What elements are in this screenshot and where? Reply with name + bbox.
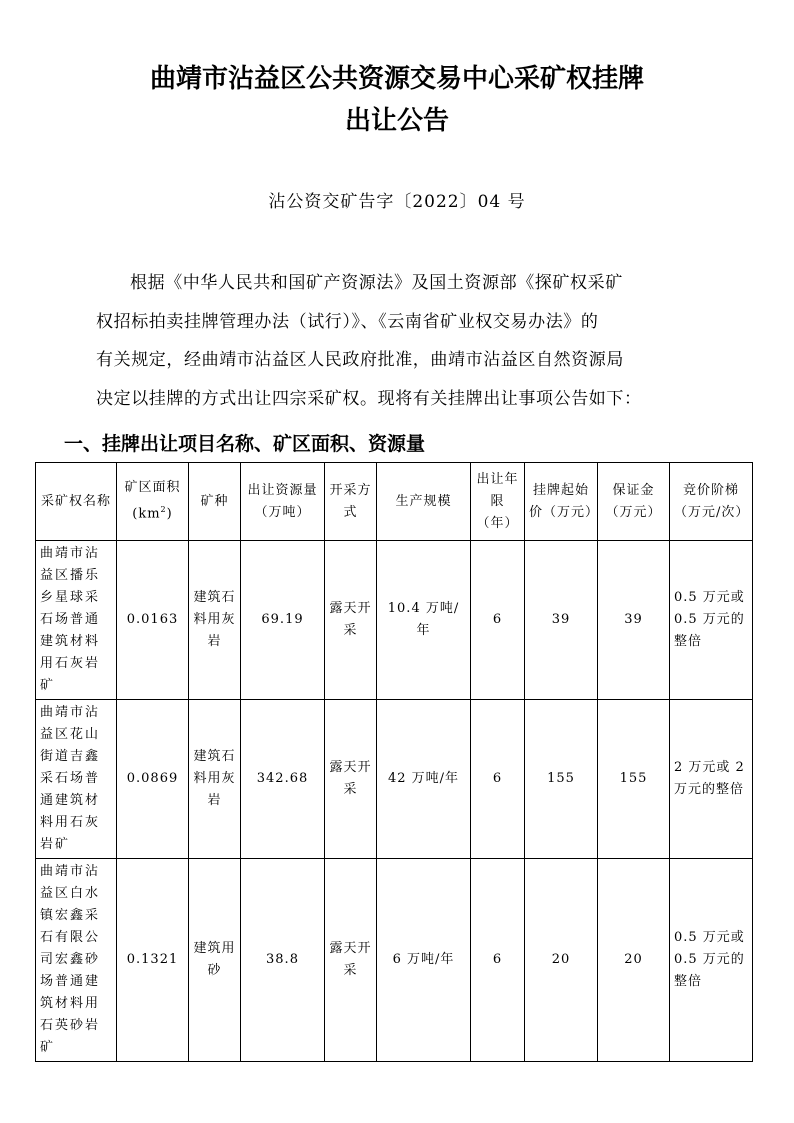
header-start-price: 挂牌起始价（万元）	[525, 463, 598, 541]
header-mineral: 矿种	[189, 463, 241, 541]
cell-deposit: 39	[598, 541, 670, 700]
cell-start-price: 155	[525, 700, 598, 859]
table-row	[36, 541, 753, 700]
cell-scale: 42 万吨/年	[377, 700, 471, 859]
cell-years: 6	[471, 859, 525, 1062]
document-number: 沾公资交矿告字〔2022〕04 号	[268, 192, 526, 212]
cell-years: 6	[471, 541, 525, 700]
header-method: 开采方式	[325, 463, 377, 541]
cell-scale: 6 万吨/年	[377, 859, 471, 1062]
cell-name: 曲靖市沾益区白水镇宏鑫采石有限公司宏鑫砂场普通建筑材料用石英砂岩矿	[36, 859, 117, 1062]
intro-paragraph	[96, 264, 706, 418]
header-scale: 生产规模	[377, 463, 471, 541]
document-title	[0, 58, 794, 142]
intro-line-1: 根据《中华人民共和国矿产资源法》及国土资源部《探矿权采矿	[130, 273, 623, 293]
intro-line-2: 权招标拍卖挂牌管理办法（试行）》、《云南省矿业权交易办法》的	[96, 311, 599, 332]
cell-scale: 10.4 万吨/年	[377, 541, 471, 700]
cell-years: 6	[471, 700, 525, 859]
cell-area: 0.1321	[117, 859, 189, 1062]
cell-name: 曲靖市沾益区播乐乡星球采石场普通建筑材料用石灰岩矿	[36, 541, 117, 700]
header-area: 矿区面积$(km^2)$	[117, 463, 189, 541]
intro-line-4: 决定以挂牌的方式出让四宗采矿权。现将有关挂牌出让事项公告如下：	[96, 388, 642, 409]
cell-increment: 0.5 万元或 0.5 万元的整倍	[670, 859, 753, 1062]
cell-method: 露天开采	[325, 541, 377, 700]
cell-resource: 69.19	[241, 541, 325, 700]
cell-name: 曲靖市沾益区花山街道吉鑫采石场普通建筑材料用石灰岩矿	[36, 700, 117, 859]
cell-start-price: 20	[525, 859, 598, 1062]
section-heading: 一、挂牌出让项目名称、矿区面积、资源量	[64, 433, 426, 455]
title-line-1: 曲靖市沾益区公共资源交易中心采矿权挂牌	[149, 64, 644, 94]
cell-deposit: 155	[598, 700, 670, 859]
cell-increment: 0.5 万元或 0.5 万元的整倍	[670, 541, 753, 700]
header-years: 出让年限（年）	[471, 463, 525, 541]
cell-area: 0.0869	[117, 700, 189, 859]
intro-line-3: 有关规定，经曲靖市沾益区人民政府批准，曲靖市沾益区自然资源局	[96, 350, 624, 370]
cell-area: 0.0163	[117, 541, 189, 700]
cell-mineral: 建筑石料用灰岩	[189, 700, 241, 859]
cell-resource: 342.68	[241, 700, 325, 859]
cell-deposit: 20	[598, 859, 670, 1062]
cell-resource: 38.8	[241, 859, 325, 1062]
cell-increment: 2 万元或 2 万元的整倍	[670, 700, 753, 859]
table-row	[36, 859, 753, 1062]
cell-start-price: 39	[525, 541, 598, 700]
header-name: 采矿权名称	[36, 463, 117, 541]
title-line-2: 出让公告	[344, 106, 449, 136]
cell-mineral: 建筑用砂	[189, 859, 241, 1062]
header-deposit: 保证金（万元）	[598, 463, 670, 541]
cell-method: 露天开采	[325, 700, 377, 859]
cell-mineral: 建筑石料用灰岩	[189, 541, 241, 700]
cell-method: 露天开采	[325, 859, 377, 1062]
header-increment: 竞价阶梯（万元/次）	[670, 463, 753, 541]
mining-rights-table	[35, 462, 753, 1062]
table-row	[36, 700, 753, 859]
table-header-row	[36, 463, 753, 541]
header-resource: 出让资源量（万吨）	[241, 463, 325, 541]
